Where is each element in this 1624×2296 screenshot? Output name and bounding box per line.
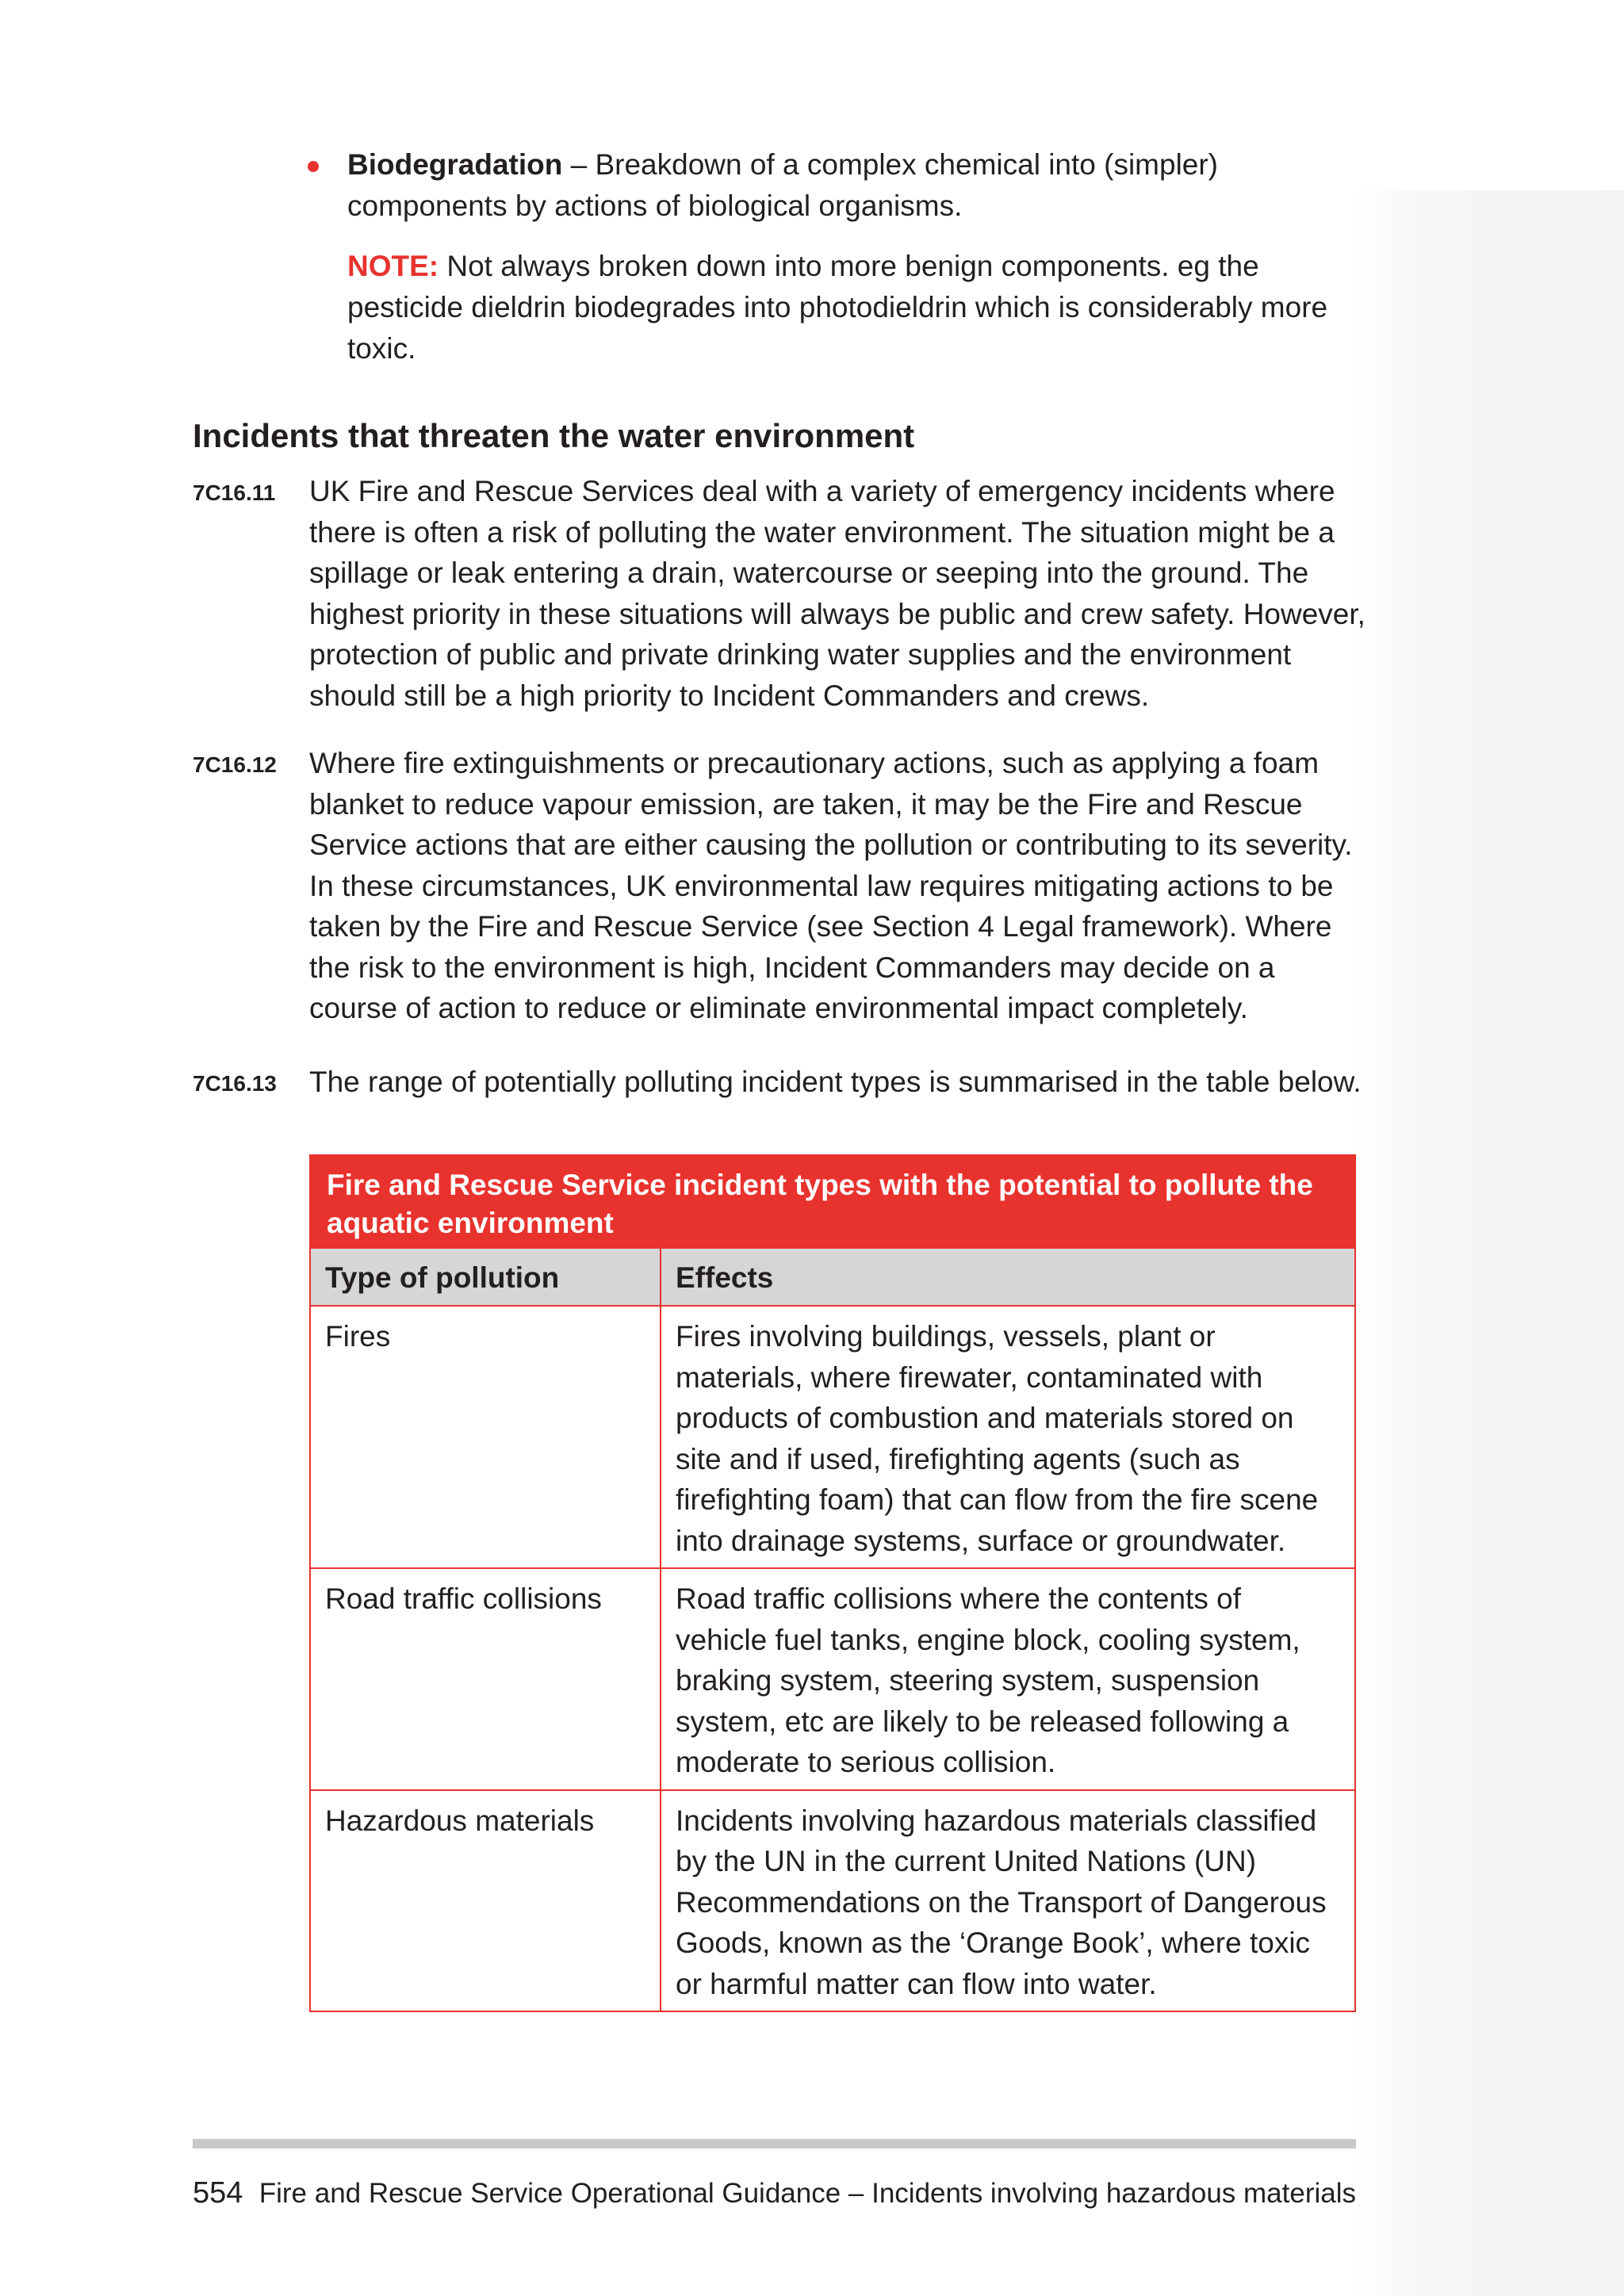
paragraph-text: Where fire extinguishments or precautionary actions, such as applying a foam blanket to reduce vapour emission, are taken, it may be the Fire and Rescue Service actions that are either causing the pollution or contributing to its severity. In these circumstances, UK environmental law requires mitigating actions to be taken by the Fire and Rescue Service (see Section 4 Legal framework). Where the risk to the environment is high, Incident Commanders may decide on a course of action to reduce or eliminate environmental impact completely. — [309, 747, 1353, 1024]
paragraph-text: UK Fire and Rescue Services deal with a variety of emergency incidents where there is often a risk of polluting the water environment. The situation might be a spillage or leak entering a drain, watercourse or seeping into the ground. The highest priority in these situations will always be public and crew safety. However, protection of public and private drinking water supplies and the environment should still be a high priority to Incident Commanders and crews. — [309, 475, 1365, 712]
paragraph-7c16-13 — [193, 1062, 1366, 1103]
pollution-incident-table — [309, 1154, 1356, 2012]
table-title: Fire and Rescue Service incident types with the potential to pollute the aquatic environment — [311, 1156, 1354, 1249]
effects-cell: Incidents involving hazardous materials classified by the UN in the current United Nations (UN) Recommendations on the Transport of Dangerous Goods, known as the ‘Orange Book’, where toxic or harmful matter can flow into water. — [660, 1791, 1354, 2011]
section-heading: Incidents that threaten the water environment — [193, 417, 915, 454]
table-row — [311, 1789, 1354, 2011]
paragraph-number: 7C16.11 — [193, 480, 276, 505]
type-cell: Hazardous materials — [325, 1804, 595, 1837]
effects-cell: Road traffic collisions where the contents of vehicle fuel tanks, engine block, cooling system, braking system, steering system, suspension system, etc are likely to be released following a moderate to serious collision. — [660, 1569, 1354, 1789]
type-cell: Fires — [325, 1320, 391, 1353]
bullet-term: Biodegradation — [347, 148, 563, 181]
table-row — [311, 1305, 1354, 1567]
paragraph-7c16-11 — [193, 471, 1366, 716]
note-text: Not always broken down into more benign components. eg the pesticide dieldrin biodegrades into photodieldrin which is considerably more toxic. — [347, 250, 1328, 365]
bullet-text — [347, 144, 1362, 227]
page-number: 554 — [193, 2176, 243, 2210]
bullet-item-biodegradation — [308, 144, 1362, 369]
footer-rule — [193, 2139, 1356, 2149]
type-cell: Road traffic collisions — [325, 1582, 602, 1615]
paragraph-number: 7C16.13 — [193, 1071, 277, 1096]
footer-title: Fire and Rescue Service Operational Guidance – Incidents involving hazardous materials — [259, 2178, 1356, 2209]
column-header-type: Type of pollution — [325, 1261, 560, 1294]
effects-cell: Fires involving buildings, vessels, plant or materials, where firewater, contaminated with products of combustion and materials stored on site and if used, firefighting agents (such as firefighting foam) that can flow from the fire scene into drainage systems, surface or groundwater. — [660, 1307, 1354, 1567]
bullet-dot-icon — [308, 161, 319, 172]
note — [347, 246, 1362, 369]
note-label: NOTE: — [347, 250, 439, 282]
paragraph-number: 7C16.12 — [193, 752, 277, 777]
table-header-row — [311, 1249, 1354, 1305]
paragraph-7c16-12 — [193, 743, 1366, 1029]
bullet-definition: – Breakdown of a complex chemical into (simpler) components by actions of biological organisms. — [347, 148, 1219, 222]
column-header-effects: Effects — [660, 1249, 1354, 1305]
table-row — [311, 1567, 1354, 1789]
paragraph-text: The range of potentially polluting incident types is summarised in the table below. — [309, 1066, 1362, 1098]
